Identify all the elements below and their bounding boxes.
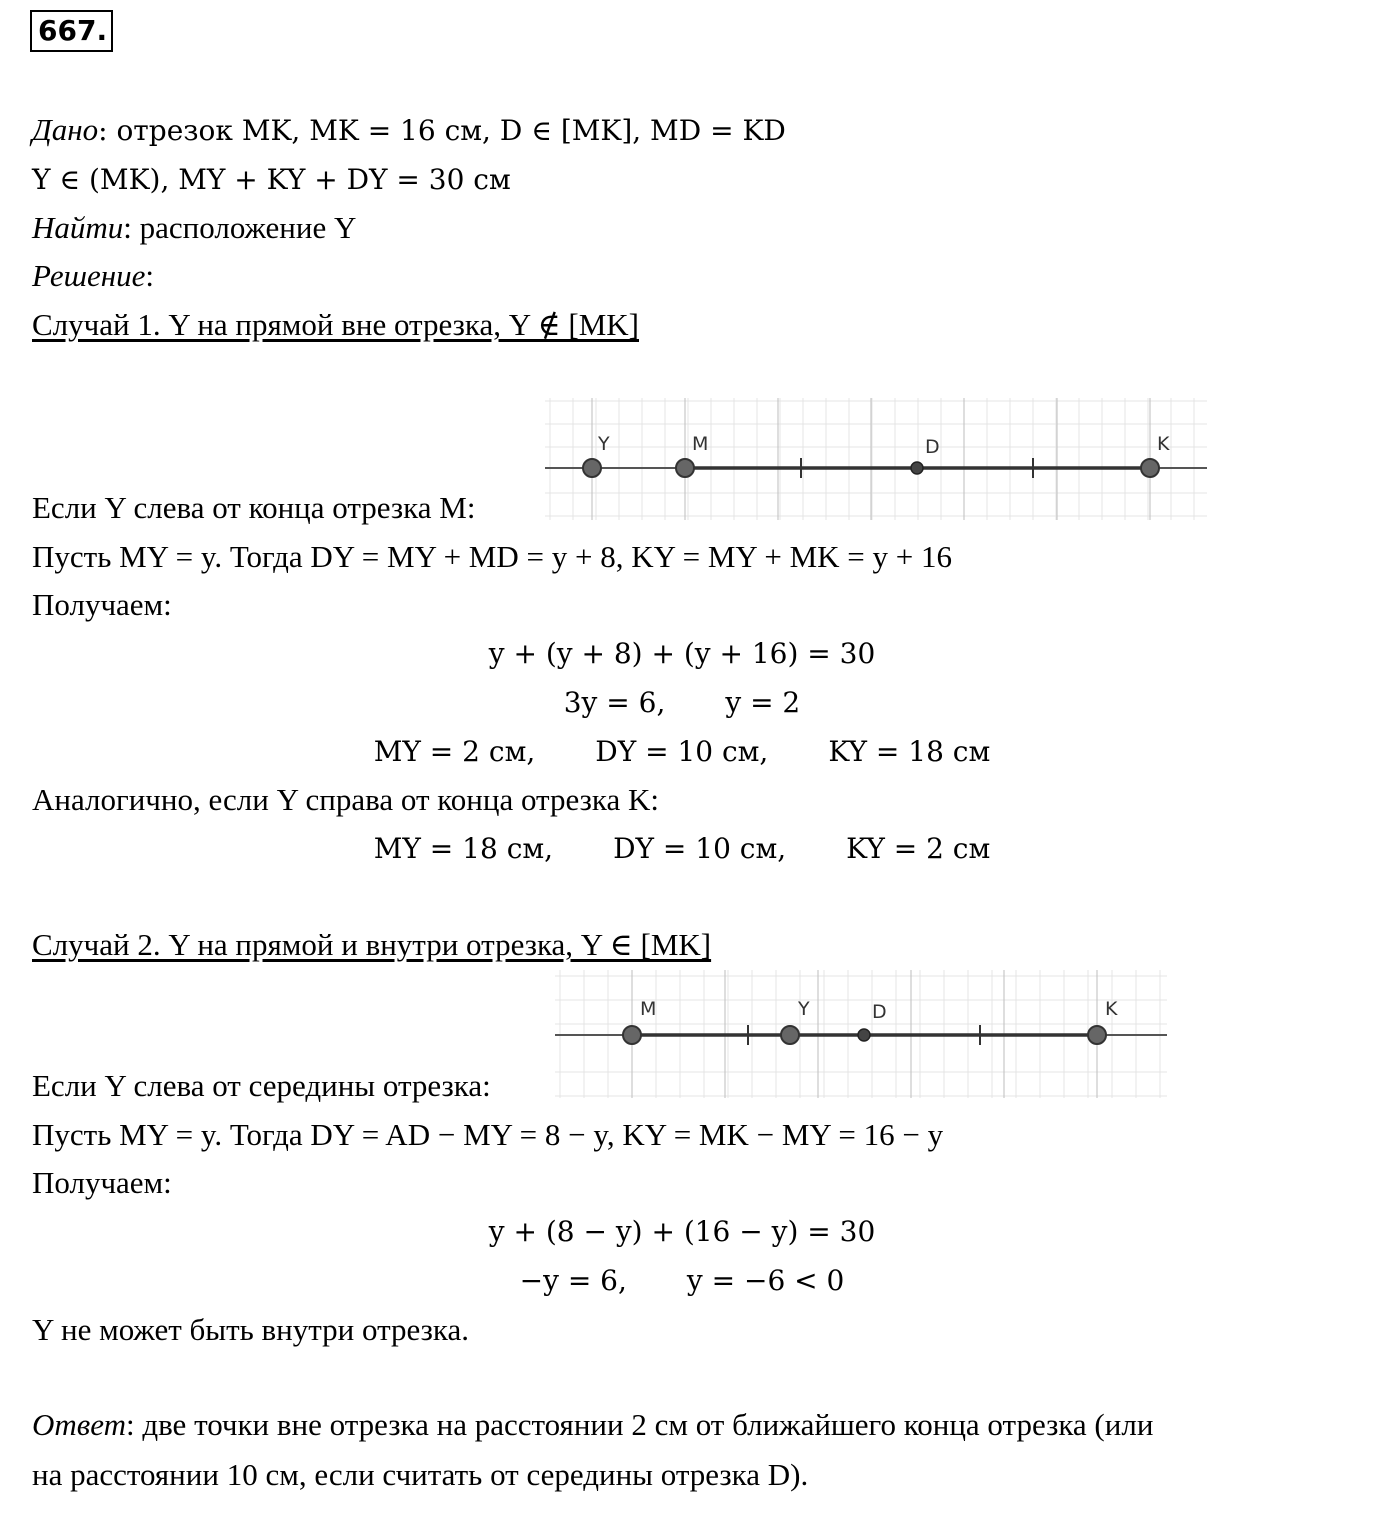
label-k: K [1105,998,1118,1020]
given-line-1 [32,110,786,151]
case1-equation-2 [0,683,1364,723]
case2-equation-1: y + (8 − y) + (16 − y) = 30 [488,1215,876,1248]
problem-number: 667. [30,10,113,52]
point-d [858,1029,870,1041]
point-k [1088,1026,1106,1044]
case1-results [0,732,1364,772]
case1-intro: Если Y слева от конца отрезка M: [32,490,476,525]
case1-res-dy: DY = 10 см, [595,735,769,768]
label-y: Y [798,998,810,1020]
case2-equation-2 [0,1261,1364,1301]
point-m [623,1026,641,1044]
case2-eq2-left: −y = 6, [519,1264,627,1297]
solution-colon: : [145,258,154,293]
label-d: D [872,1001,887,1023]
answer-line-1 [32,1405,1153,1445]
case1-res2-ky: KY = 2 см [846,832,991,865]
case2-get: Получаем: [32,1165,172,1200]
solution-line [32,256,154,296]
point-y [583,459,601,477]
given-line-2: Y ∈ (MK), MY + KY + DY = 30 см [32,163,511,196]
case1-equation-1: y + (y + 8) + (y + 16) = 30 [488,637,876,670]
answer-label: Ответ [32,1407,126,1442]
case1-heading: Случай 1. Y на прямой вне отрезка, Y ∉ [MK] [32,307,639,342]
case2-conclusion: Y не может быть внутри отрезка. [32,1312,470,1347]
grid [545,398,1207,520]
case1-figure [545,398,1207,520]
answer-line-2: на расстоянии 10 см, если считать от середины отрезка D). [32,1457,809,1492]
case1-res-my: MY = 2 см, [373,735,536,768]
case1-results-2 [0,829,1364,869]
solution-label: Решение [32,258,146,293]
find-line [32,208,356,248]
point-m [676,459,694,477]
case1-eq2-left: 3y = 6, [563,686,666,719]
point-k [1141,459,1159,477]
case2-heading: Случай 2. Y на прямой и внутри отрезка, Y ∈ [MK] [32,927,712,962]
find-text: : расположение Y [123,210,357,245]
case2-intro: Если Y слева от середины отрезка: [32,1068,491,1103]
case1-eq2-right: y = 2 [725,686,801,719]
grid-major [592,398,1150,520]
case2-eq2-right: y = −6 < 0 [686,1264,845,1297]
case2-let-line: Пусть MY = y. Тогда DY = AD − MY = 8 − y, KY = MK − MY = 16 − y [32,1117,944,1152]
case1-get: Получаем: [32,587,172,622]
label-m: M [692,433,709,455]
case1-similar: Аналогично, если Y справа от конца отрезка K: [32,782,659,817]
given-label: Дано [32,112,99,147]
case1-let-line: Пусть MY = y. Тогда DY = MY + MD = y + 8, KY = MY + MK = y + 16 [32,539,953,574]
label-y: Y [598,433,610,455]
label-k: K [1157,433,1170,455]
case1-res2-my: MY = 18 см, [373,832,554,865]
find-label: Найти [32,210,124,245]
point-d [911,462,923,474]
case1-res-ky: KY = 18 см [828,735,991,768]
given-text-1: : отрезок MK, MK = 16 см, D ∈ [MK], MD = KD [98,114,786,147]
point-y [781,1026,799,1044]
case1-res2-dy: DY = 10 см, [613,832,787,865]
label-d: D [925,436,940,458]
answer-text-1: : две точки вне отрезка на расстоянии 2 см от ближайшего конца отрезка (или [125,1407,1154,1442]
label-m: M [640,998,657,1020]
case2-figure [555,970,1167,1098]
